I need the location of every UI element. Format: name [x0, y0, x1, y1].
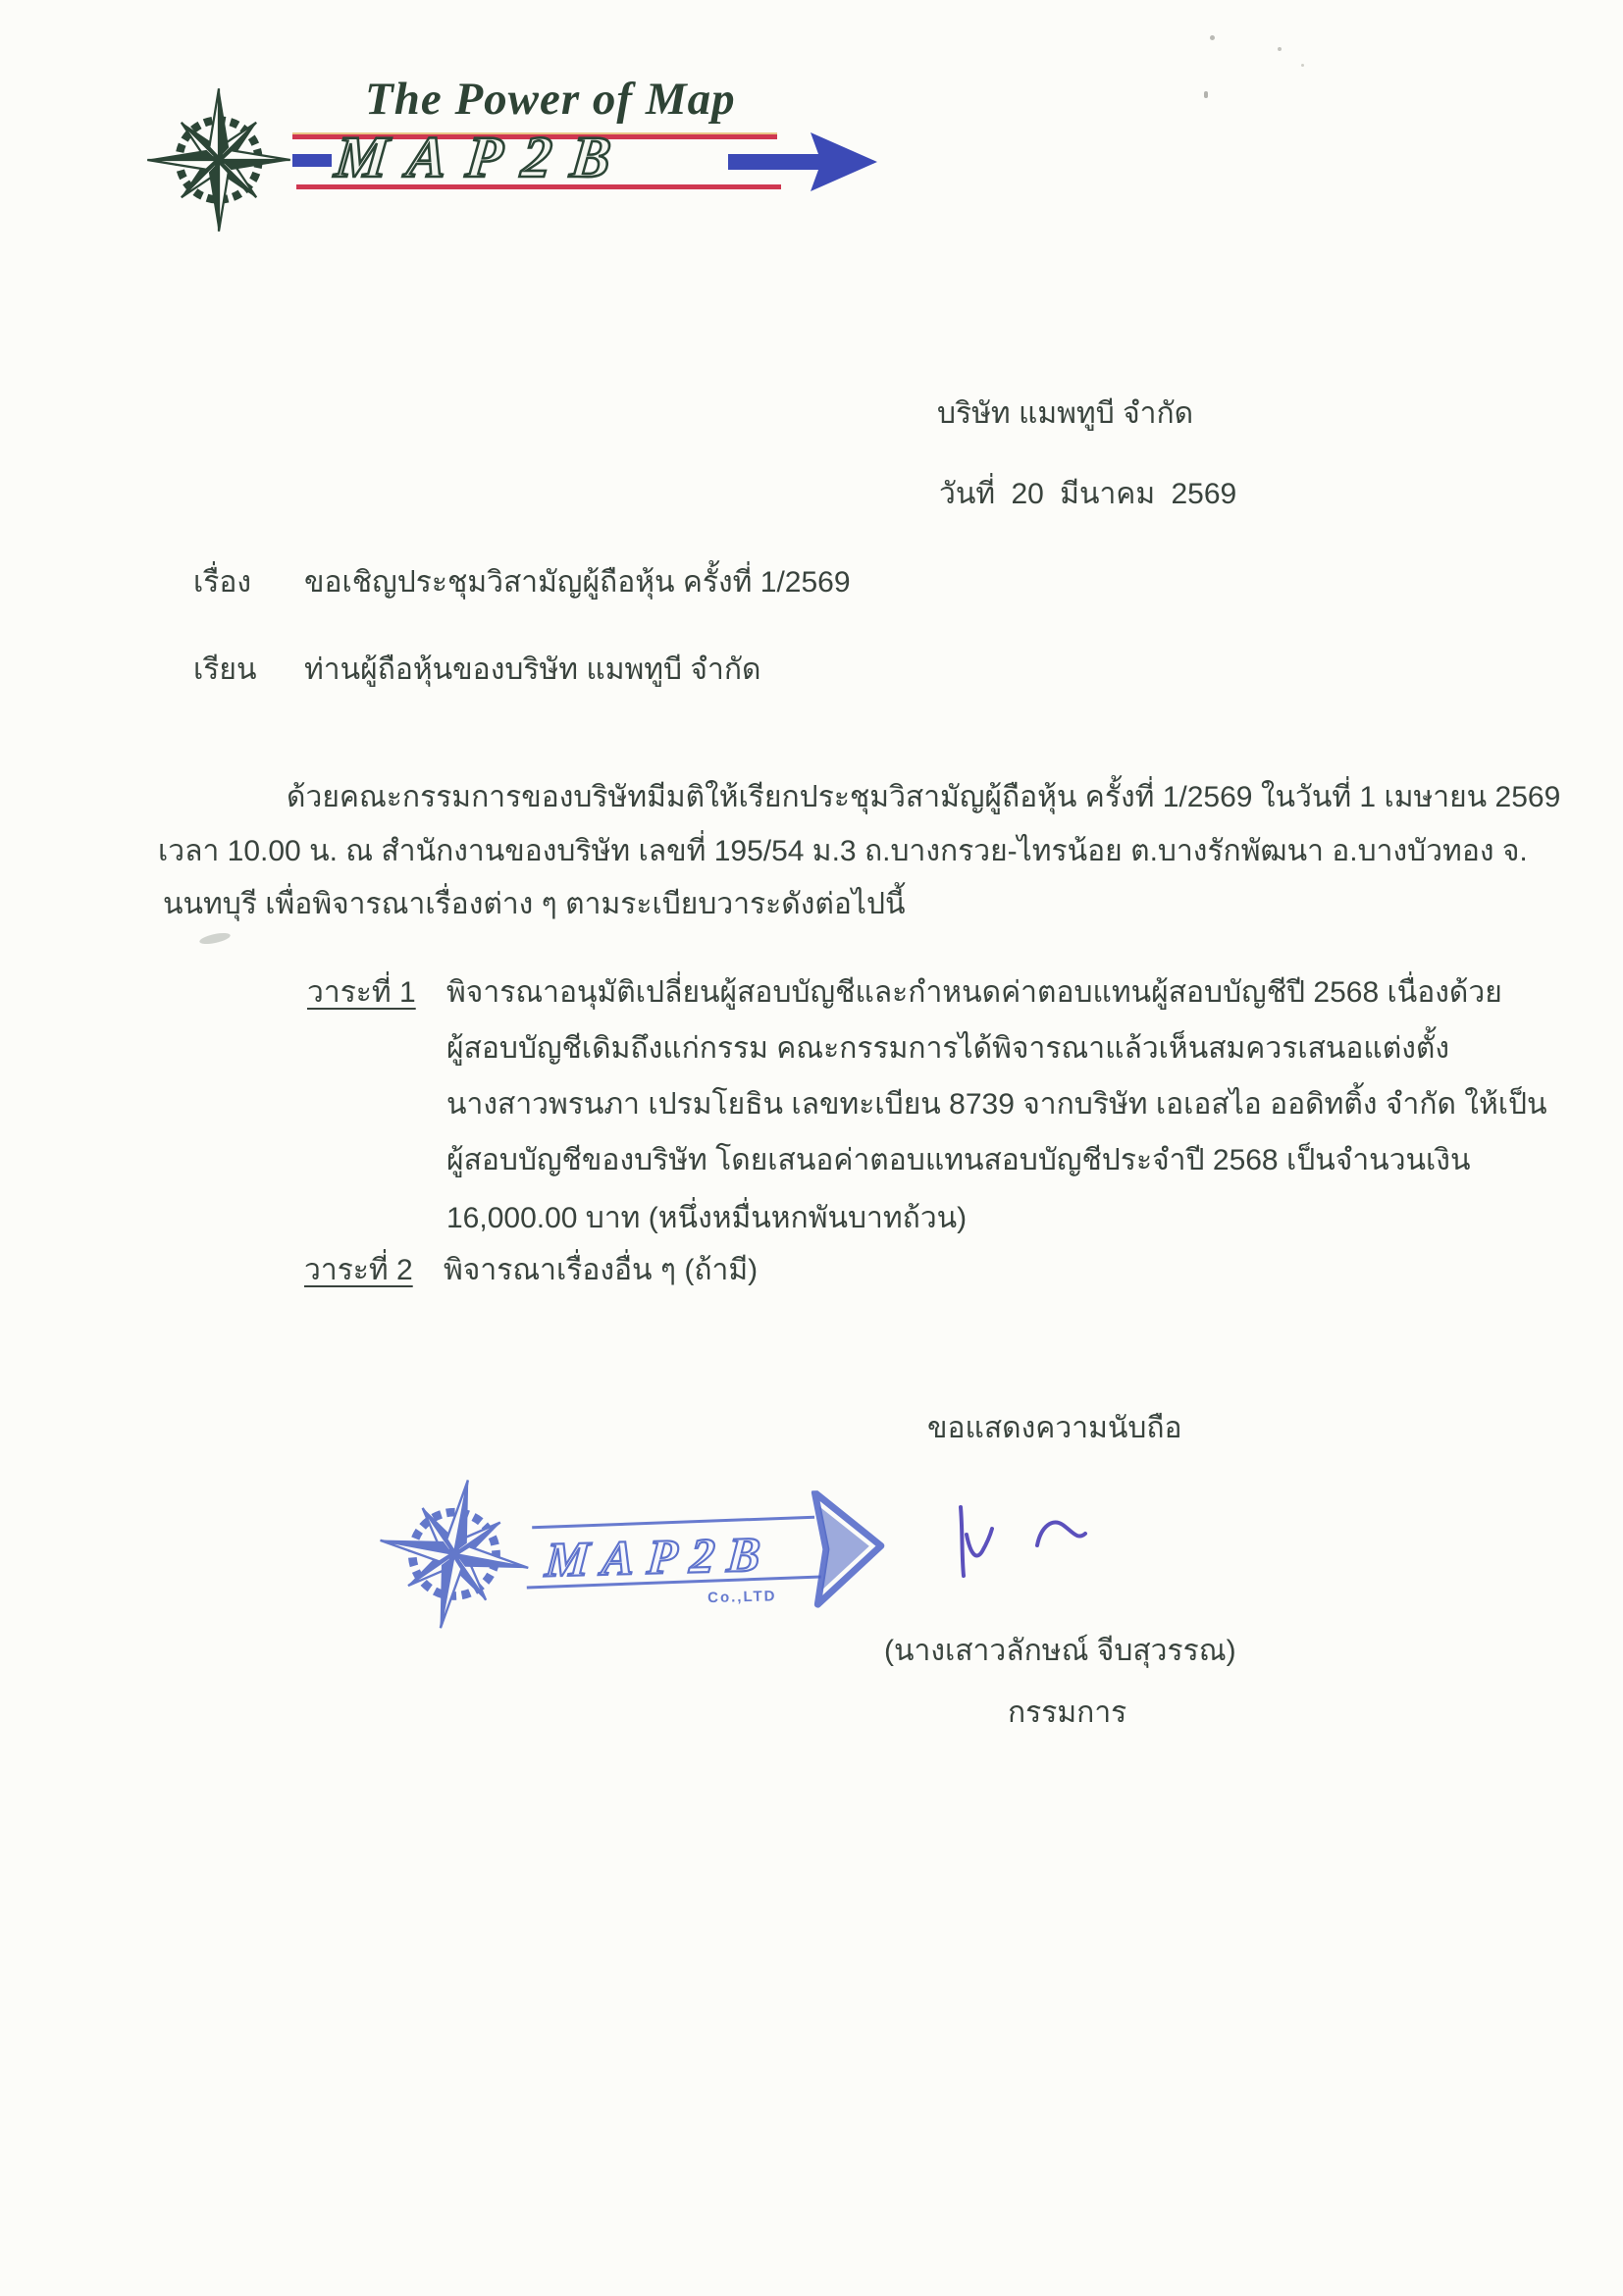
scan-speck — [1301, 64, 1304, 67]
company-stamp — [369, 1461, 904, 1651]
body-line-3: นนทบุรี เพื่อพิจารณาเรื่องต่าง ๆ ตามระเบียบวาระดังต่อไปนี้ — [163, 888, 906, 920]
logo-blue-dash — [292, 154, 332, 167]
stamp-arrow-icon — [809, 1488, 890, 1608]
subject-label: เรื่อง — [193, 566, 252, 599]
scan-speck — [1278, 47, 1282, 51]
agenda-2-label: วาระที่ 2 — [304, 1254, 413, 1286]
recipient-label: เรียน — [193, 653, 257, 686]
logo-tagline: The Power of Map — [365, 74, 736, 125]
agenda-1-line-2: ผู้สอบบัญชีเดิมถึงแก่กรรม คณะกรรมการได้พิจารณาแล้วเห็นสมควรเสนอแต่งตั้ง — [446, 1032, 1450, 1065]
compass-rose-icon — [145, 86, 292, 234]
scan-smudge — [198, 931, 231, 946]
agenda-1-line-5: 16,000.00 บาท (หนึ่งหมื่นหกพันบาทถ้วน) — [446, 1202, 968, 1234]
body-line-1: ด้วยคณะกรรมการของบริษัทมีมติให้เรียกประชุมวิสามัญผู้ถือหุ้น ครั้งที่ 1/2569 ในวันที่ 1 เมษายน 2569 — [287, 781, 1561, 813]
stamp-subtext: Co.,LTD — [707, 1588, 777, 1607]
agenda-1-line-3: นางสาวพรนภา เปรมโยธิน เลขทะเบียน 8739 จากบริษัท เอเอสไอ ออดิทติ้ง จำกัด ให้เป็น — [446, 1088, 1547, 1121]
agenda-1-line-4: ผู้สอบบัญชีของบริษัท โดยเสนอค่าตอบแทนสอบบัญชีประจำปี 2568 เป็นจำนวนเงิน — [446, 1144, 1471, 1176]
recipient-text: ท่านผู้ถือหุ้นของบริษัท แมพทูบี จำกัด — [304, 653, 761, 686]
signer-name: (นางเสาวลักษณ์ จีบสุวรรณ) — [884, 1635, 1236, 1667]
stamp-compass-icon — [364, 1464, 545, 1644]
scan-speck — [1204, 91, 1208, 98]
agenda-2-line-1: พิจารณาเรื่องอื่น ๆ (ถ้ามี) — [444, 1254, 759, 1286]
company-name: บริษัท แมพทูบี จำกัด — [937, 397, 1194, 430]
logo-arrow-icon — [728, 121, 885, 203]
signature — [947, 1499, 1104, 1588]
agenda-1-label: วาระที่ 1 — [307, 976, 416, 1009]
stamp-brand-text: MAP2B — [543, 1526, 775, 1588]
closing-salutation: ขอแสดงความนับถือ — [927, 1412, 1182, 1444]
body-line-2: เวลา 10.00 น. ณ สำนักงานของบริษัท เลขที่ 195/54 ม.3 ถ.บางกรวย-ไทรน้อย ต.บางรักพัฒนา อ.บางบัวทอง จ. — [158, 835, 1528, 867]
signer-title: กรรมการ — [1008, 1696, 1127, 1729]
letter-date: วันที่ 20 มีนาคม 2569 — [939, 478, 1237, 510]
scan-speck — [1210, 35, 1215, 40]
agenda-1-line-1: พิจารณาอนุมัติเปลี่ยนผู้สอบบัญชีและกำหนดค่าตอบแทนผู้สอบบัญชีปี 2568 เนื่องด้วย — [446, 976, 1502, 1009]
logo-brand-text: MAP2B — [332, 125, 634, 189]
subject-text: ขอเชิญประชุมวิสามัญผู้ถือหุ้น ครั้งที่ 1/2569 — [304, 566, 851, 599]
